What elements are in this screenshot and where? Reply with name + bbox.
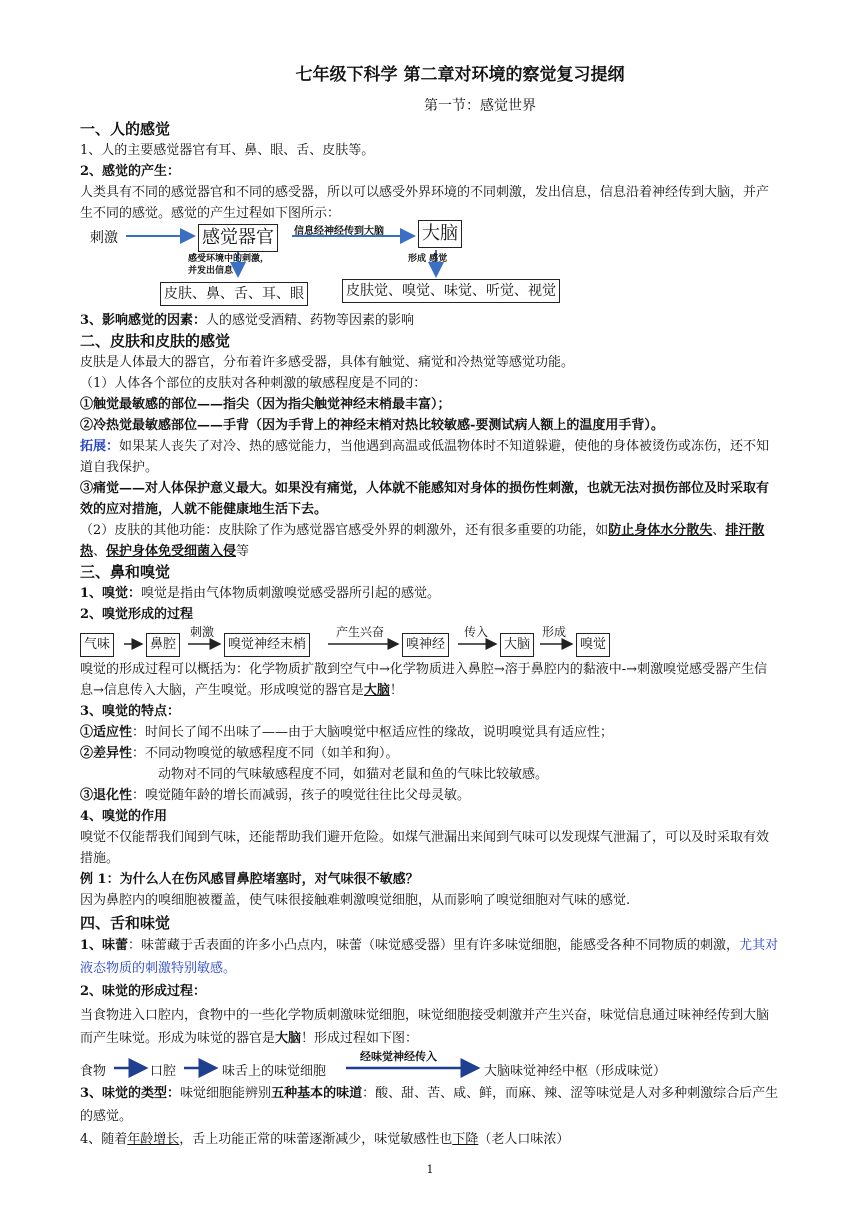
separator: 、 xyxy=(93,544,107,559)
decline: 下降 xyxy=(452,1132,479,1147)
form-sense-label: 形成 感觉 xyxy=(408,254,448,264)
subheading: 1、嗅觉： xyxy=(80,586,142,601)
subheading: 1、味蕾 xyxy=(80,938,129,953)
feature-difference xyxy=(80,743,780,764)
functions-end: 等 xyxy=(236,544,250,559)
extension-note xyxy=(80,436,780,478)
temperature-note: -要测试病人额上的温度用手背）。 xyxy=(470,418,664,433)
heading-nose-smell: 三、鼻和嗅觉 xyxy=(80,563,171,581)
paragraph-end: ！形成过程如下图： xyxy=(301,1031,419,1046)
receive-stimulus-label: 感受环境中的刺激， xyxy=(188,254,270,264)
summary-end: ！ xyxy=(389,683,403,698)
paragraph-text: ：味蕾藏于舌表面的许多小凸点内，味蕾（味觉感受器）里有许多味觉细胞，能感受各种不同物质的刺激， xyxy=(128,938,740,953)
subheading: 3、嗅觉的特点： xyxy=(80,704,181,719)
smell-definition xyxy=(80,583,780,604)
taste-center-label: 大脑味觉神经中枢（形成味觉） xyxy=(484,1064,667,1079)
paragraph-end: （老人口味浓） xyxy=(478,1132,570,1147)
nasal-cavity-box: 鼻腔 xyxy=(146,633,180,657)
paragraph-text: 当食物进入口腔内，食物中的一些化学物质刺激味觉细胞，味觉细胞接受刺激并产生兴奋，味觉信息通过味神经传到大脑而产生味觉。形成为味觉的器官是 xyxy=(80,1008,770,1046)
skin-functions xyxy=(80,520,780,562)
temperature-item xyxy=(80,415,780,436)
mouth-label: 口腔 xyxy=(150,1064,177,1079)
senses-box: 皮肤觉、嗅觉、味觉、听觉、视觉 xyxy=(342,279,560,303)
taste-cell-label: 味舌上的味觉细胞 xyxy=(222,1064,327,1079)
age-growth: 年龄增长 xyxy=(127,1132,180,1147)
paragraph-text: ，舌上功能正常的味蕾逐渐减少，味觉敏感性也 xyxy=(179,1132,453,1147)
smell-box: 嗅觉 xyxy=(576,633,610,657)
subheading: 2、感觉的产生： xyxy=(80,164,181,179)
extension-text: 如果某人丧失了对冷、热的感觉能力，当他遇到高温或低温物体时不知道躲避，使他的身体被烫伤或冻伤，还不知道自我保护。 xyxy=(80,439,770,475)
factor-line xyxy=(80,310,780,331)
paragraph-text: ：酸、甜、苦、咸、鲜，而麻、辣、涩等味觉是人对多种刺激综合后产生的感觉。 xyxy=(80,1086,779,1124)
heading-tongue-taste: 四、舌和味觉 xyxy=(80,914,171,932)
olfactory-nerve-ending-box: 嗅觉神经末梢 xyxy=(224,633,310,657)
sense-organ-box: 感觉器官 xyxy=(198,224,278,252)
taste-organ: 大脑 xyxy=(275,1031,302,1046)
transmit-label: 传入 xyxy=(464,625,489,639)
document-title: 七年级下科学 第二章对环境的察觉复习提纲 xyxy=(295,65,625,85)
paragraph-text: 4、随着 xyxy=(80,1132,128,1147)
feature-text: ：时间长了闻不出味了——由于大脑嗅觉中枢适应性的缘故，说明嗅觉具有适应性； xyxy=(132,725,614,740)
function-1: 防止身体水分散失 xyxy=(608,523,713,538)
organs-box: 皮肤、鼻、舌、耳、眼 xyxy=(160,282,308,306)
paragraph: （1）人体各个部位的皮肤对各种刺激的敏感程度是不同的： xyxy=(80,376,427,391)
feature-label: ①适应性 xyxy=(80,725,133,740)
paragraph-text: 人的感觉受酒精、药物等因素的影响 xyxy=(206,313,415,328)
food-label: 食物 xyxy=(80,1064,107,1079)
feature-difference-cont: 动物对不同的气味敏感程度不同，如猫对老鼠和鱼的气味比较敏感。 xyxy=(158,767,549,782)
paragraph: 1、人的主要感觉器官有耳、鼻、眼、舌、皮肤等。 xyxy=(80,143,375,158)
paragraph-text: 嗅觉是指由气体物质刺激嗅觉感受器所引起的感觉。 xyxy=(141,586,441,601)
page-number: 1 xyxy=(426,1163,434,1176)
basic-tastes: 五种基本的味道 xyxy=(271,1086,363,1101)
feature-label: ②差异性 xyxy=(80,746,133,761)
excitation-label: 产生兴奋 xyxy=(336,625,385,639)
subheading: 3、影响感觉的因素： xyxy=(80,313,207,328)
touch-item: ①触觉最敏感的部位——指尖（因为指尖触觉神经末梢最丰富）； xyxy=(80,397,451,412)
section-title: 第一节：感觉世界 xyxy=(424,98,536,114)
subheading: 2、嗅觉形成的过程 xyxy=(80,607,194,622)
function-2: 排汗散热 xyxy=(80,523,765,559)
example-answer: 因为鼻腔内的嗅细胞被覆盖，使气味很接触难刺激嗅觉细胞，从而影响了嗅觉细胞对气味的感觉. xyxy=(80,893,631,908)
feature-text: ：嗅觉随年龄的增长而减弱，孩子的嗅觉往往比父母灵敏。 xyxy=(132,788,471,803)
smell-process-diagram xyxy=(80,625,780,659)
paragraph: 皮肤是人体最大的器官，分布着许多感受器，具体有触觉、痛觉和冷热觉等感觉功能。 xyxy=(80,355,575,370)
brain-box: 大脑 xyxy=(418,220,462,248)
temperature-text: ②冷热觉最敏感部位——手背（因为手背上的神经末梢对热比较敏感 xyxy=(80,418,471,433)
smell-summary xyxy=(80,659,780,701)
heading-human-senses: 一、人的感觉 xyxy=(80,120,171,138)
form-label: 形成 xyxy=(542,625,567,639)
summary-text: 嗅觉的形成过程可以概括为：化学物质扩散到空气中→化学物质进入鼻腔→溶于鼻腔内的黏液中-→刺激嗅觉感受器产生信息→信息传入大脑，产生嗅觉。形成嗅觉的器官是 xyxy=(80,662,768,698)
functions-intro: （2）皮肤的其他功能：皮肤除了作为感觉器官感受外界的刺激外，还有很多重要的功能，如 xyxy=(80,523,609,538)
heading-skin: 二、皮肤和皮肤的感觉 xyxy=(80,332,231,350)
olfactory-nerve-box: 嗅神经 xyxy=(402,633,449,657)
stimulate-label: 刺激 xyxy=(190,625,215,639)
pain-item: ③痛觉——对人体保护意义最大。如果没有痛觉，人体就不能感知对身体的损伤性刺激，也就无法对损伤部位及时采取有效的应对措施，人就不能健康地生活下去。 xyxy=(80,481,770,517)
subheading: 3、味觉的类型： xyxy=(80,1086,181,1101)
feature-adaptability xyxy=(80,722,780,743)
paragraph: 人类具有不同的感觉器官和不同的感受器，所以可以感受外界环境的不同刺激，发出信息，信息沿着神经传到大脑，并产生不同的感觉。感觉的产生过程如下图所示： xyxy=(80,185,770,221)
feature-text: ：不同动物嗅觉的敏感程度不同（如羊和狗）。 xyxy=(132,746,399,761)
subheading: 4、嗅觉的作用 xyxy=(80,809,168,824)
feature-degeneration xyxy=(80,785,780,806)
stimulus-label: 刺激 xyxy=(90,230,118,246)
example-question: 例 1：为什么人在伤风感冒鼻腔堵塞时，对气味很不敏感？ xyxy=(80,872,419,887)
smell-organ: 大脑 xyxy=(363,683,390,698)
sensation-process-diagram xyxy=(80,224,780,310)
separator: 、 xyxy=(712,523,726,538)
taste-process-para xyxy=(80,1004,780,1050)
taste-types-para xyxy=(80,1082,780,1128)
taste-nerve-label: 经味觉神经传入 xyxy=(360,1050,437,1063)
highlight-text: 尤其对液态物质的刺激特别敏感。 xyxy=(80,938,779,976)
feature-label: ③退化性 xyxy=(80,788,133,803)
taste-bud-para xyxy=(80,934,780,980)
extension-label: 拓展： xyxy=(80,439,120,454)
brain-box: 大脑 xyxy=(500,633,534,657)
function-3: 保护身体免受细菌入侵 xyxy=(106,544,237,559)
taste-process-diagram xyxy=(80,1050,780,1082)
paragraph: 嗅觉不仅能帮我们闻到气味，还能帮助我们避开危险。如煤气泄漏出来闻到气味可以发现煤气泄漏了，可以及时采取有效措施。 xyxy=(80,830,770,866)
paragraph-text: 味觉细胞能辨别 xyxy=(180,1086,272,1101)
send-info-label: 并发出信息 xyxy=(188,266,234,276)
odor-box: 气味 xyxy=(80,633,114,657)
subheading: 2、味觉的形成过程： xyxy=(80,984,207,999)
nerve-transmission-label: 信息经神经传到大脑 xyxy=(294,226,384,237)
age-taste-para xyxy=(80,1128,780,1151)
